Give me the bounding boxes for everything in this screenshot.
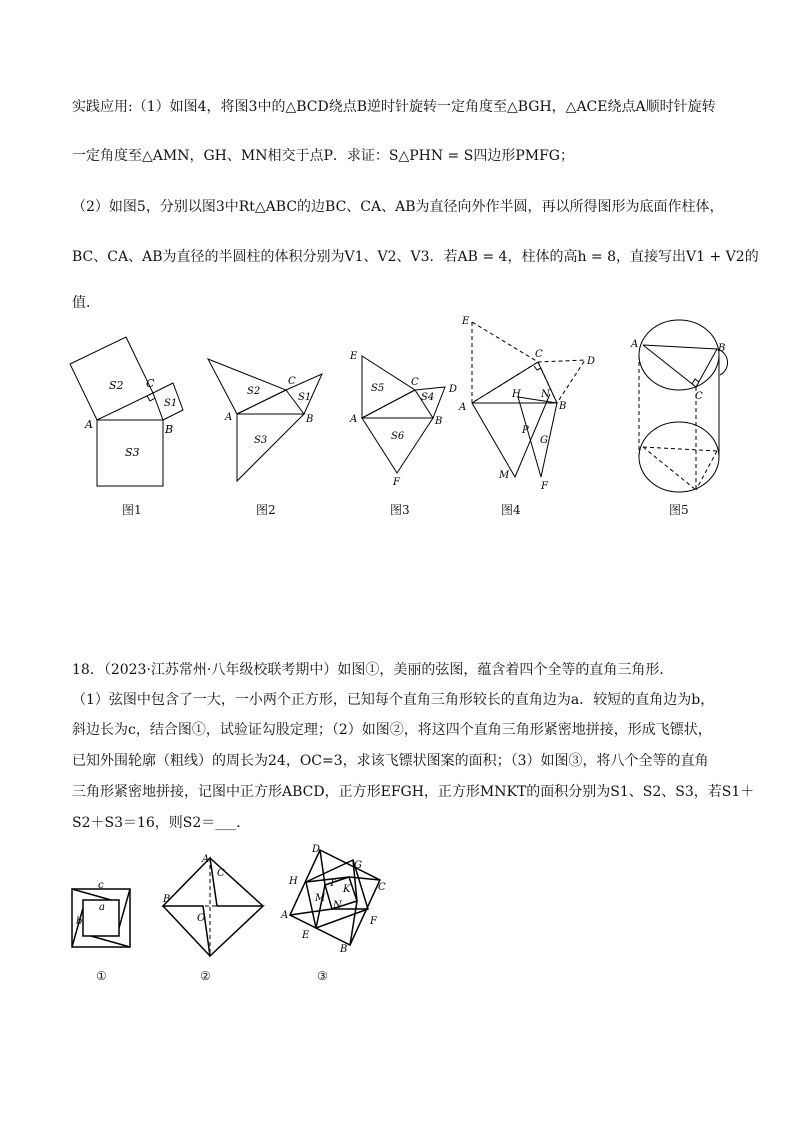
fig-circled-2-label-b: B: [163, 894, 171, 905]
fig4-label-p: P: [522, 425, 529, 436]
fig-circled-3-label-d: D: [312, 844, 321, 855]
q18-line-1: 18．（2023·江苏常州·八年级校联考期中）如图①，美丽的弦图，蕴含着四个全等的直角三角形．: [72, 662, 674, 678]
fig1-label-a: A: [85, 418, 93, 431]
fig3-label-f: F: [393, 477, 400, 488]
fig5-label-c: C: [695, 391, 703, 402]
fig2-label-s2: S2: [247, 386, 261, 397]
figure-caption-5: 图5: [669, 503, 689, 517]
fig4-label-f: F: [541, 481, 548, 492]
fig4-label-g: G: [540, 435, 548, 446]
q17-line-3: （2）如图5，分别以图3中Rt△ABC的边BC、CA、AB为直径向外作半圆，再以所得图形为底面作柱体，: [72, 199, 724, 215]
fig3-label-s4: S4: [421, 392, 435, 403]
fig-circled-3-label-a: A: [281, 910, 289, 921]
q17-line-4: BC、CA、AB为直径的半圆柱的体积分别为V1、V2、V3．若AB = 4，柱体的高h = 8，直接写出V1 + V2的: [72, 249, 759, 265]
figure-circled-3: [280, 840, 395, 960]
fig1-label-b: B: [165, 423, 174, 436]
q17-line-1: 实践应用:（1）如图4，将图3中的△BCD绕点B逆时针旋转一定角度至△BGH，△ACE绕点A顺时针旋转: [72, 99, 716, 115]
fig-circled-3-label-n: N: [333, 900, 342, 911]
q17-line-2: 一定角度至△AMN，GH、MN相交于点P．求证：S△PHN = S四边形PMFG；: [72, 148, 574, 164]
fig4-label-h: H: [512, 389, 521, 400]
fig3-label-s5: S5: [371, 383, 385, 394]
fig-circled-2-label-c: C: [217, 868, 225, 879]
fig1-label-c: C: [146, 377, 155, 390]
figure-circled-1: [68, 880, 143, 955]
figure-caption-circled-1: ①: [96, 969, 107, 983]
fig2-label-a: A: [225, 412, 233, 423]
fig-circled-3-label-e: E: [302, 930, 310, 941]
fig-circled-3-label-t: T: [329, 878, 336, 889]
fig4-label-c: C: [535, 349, 543, 360]
fig4-label-b: B: [559, 401, 567, 412]
figure-caption-3: 图3: [390, 503, 410, 517]
fig2-label-b: B: [306, 414, 314, 425]
fig3-label-d: D: [449, 384, 458, 395]
figure-5: [625, 315, 735, 500]
fig-circled-1-label-a: a: [99, 902, 105, 913]
fig3-label-e: E: [350, 351, 358, 362]
fig-circled-2-label-a: A: [202, 854, 210, 865]
fig2-label-c: C: [288, 376, 296, 387]
fig5-label-b: B: [718, 343, 726, 354]
fig-circled-2-label-o: O: [197, 913, 206, 924]
figure-caption-circled-3: ③: [317, 969, 328, 983]
fig2-label-s3: S3: [254, 435, 268, 446]
figure-caption-1: 图1: [122, 503, 142, 517]
q18-line-3: 斜边长为c，结合图①，试验证勾股定理；（2）如图②，将这四个直角三角形紧密地拼接，形成飞镖状，: [72, 722, 712, 738]
fig3-label-b: B: [435, 416, 443, 427]
q17-line-5: 值．: [72, 295, 100, 311]
figure-1: [65, 335, 195, 495]
q18-line-5: 三角形紧密地拼接，记图中正方形ABCD，正方形EFGH，正方形MNKT的面积分别为S1、S2、S3，若S1＋: [72, 784, 755, 800]
fig4-label-d: D: [587, 356, 596, 367]
q18-line-2: （1）弦图中包含了一大，一小两个正方形，已知每个直角三角形较长的直角边为a．较短的直角边为b，: [72, 692, 715, 708]
fig-circled-3-label-k: K: [343, 884, 351, 895]
fig1-label-s1: S1: [164, 398, 178, 409]
figure-caption-circled-2: ②: [200, 969, 211, 983]
fig5-label-a: A: [631, 339, 639, 350]
fig-circled-3-label-m: M: [315, 893, 326, 904]
q18-line-6: S2＋S3＝16，则S2＝___．: [72, 815, 251, 831]
fig-circled-3-label-g: G: [354, 860, 362, 871]
fig4-label-a: A: [459, 402, 467, 413]
fig-circled-3-label-b: B: [340, 944, 348, 955]
fig-circled-3-label-f: F: [370, 916, 377, 927]
fig4-label-m: M: [499, 470, 510, 481]
fig4-label-e: E: [462, 316, 470, 327]
fig1-label-s3: S3: [125, 446, 140, 459]
figure-2: [200, 350, 340, 490]
fig-circled-3-label-h: H: [289, 876, 298, 887]
fig3-label-c: C: [411, 377, 419, 388]
figure-3: [345, 345, 465, 490]
figure-caption-2: 图2: [256, 503, 276, 517]
figure-4: [455, 312, 605, 497]
fig3-label-a: A: [350, 414, 358, 425]
figure-circled-2: [155, 848, 270, 963]
q18-line-4: 已知外围轮廓（粗线）的周长为24，OC=3，求该飞镖状图案的面积；（3）如图③，将八个全等的直角: [72, 753, 709, 769]
fig-circled-1-label-c: c: [98, 880, 104, 891]
fig1-label-s2: S2: [109, 379, 124, 392]
fig3-label-s6: S6: [391, 431, 405, 442]
fig-circled-3-label-c: C: [378, 882, 386, 893]
fig4-label-n: N: [541, 389, 550, 400]
figure-caption-4: 图4: [501, 503, 521, 517]
fig2-label-s1: S1: [298, 392, 312, 403]
fig-circled-1-label-b: b: [76, 916, 83, 927]
